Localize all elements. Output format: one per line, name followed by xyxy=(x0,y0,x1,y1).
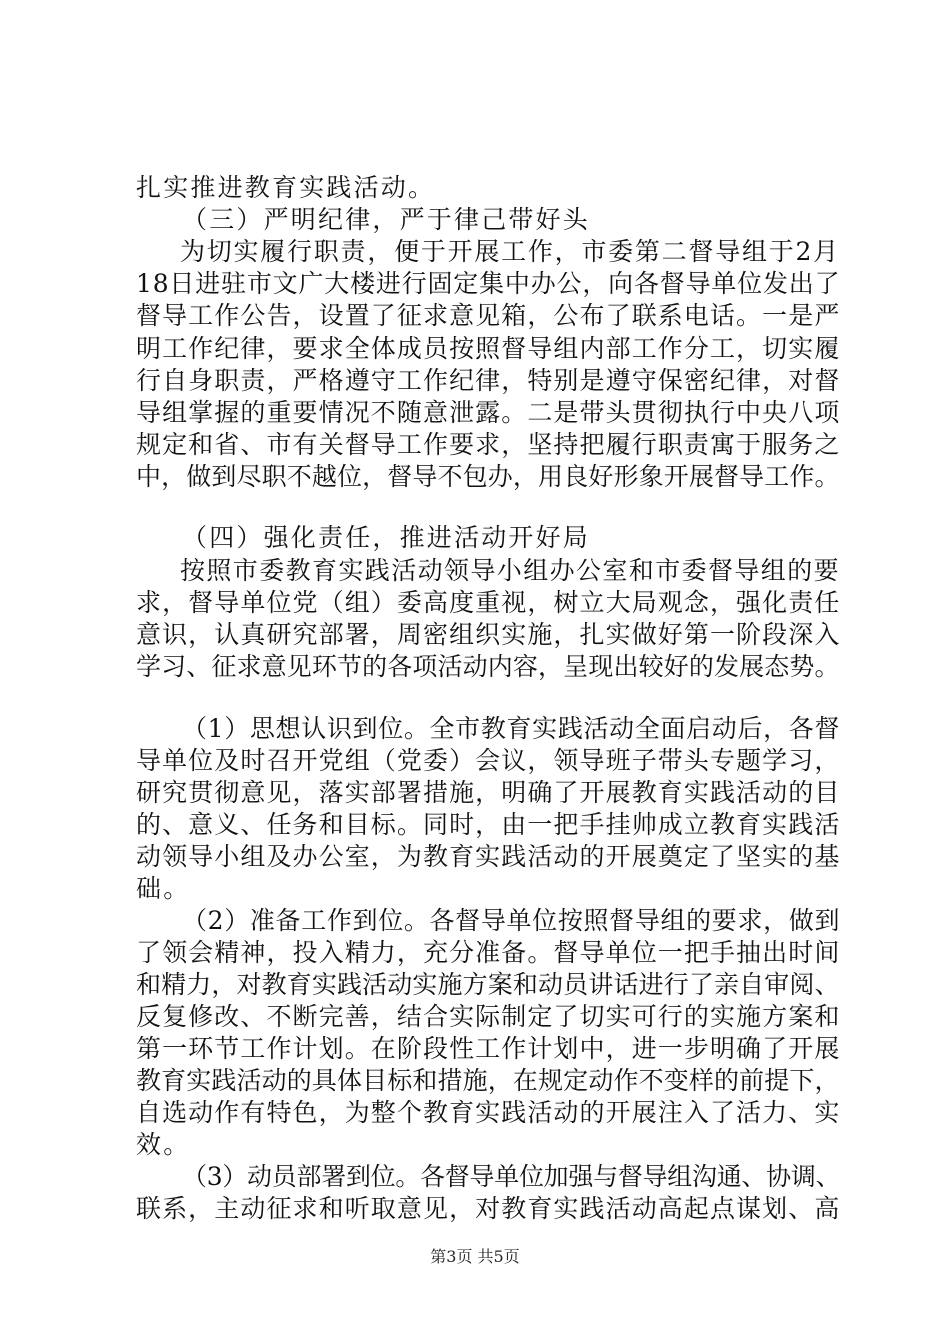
text-line: 中，做到尽职不越位，督导不包办，用良好形象开展督导工作。 xyxy=(136,462,840,491)
text-line: 扎实推进教育实践活动。 xyxy=(136,173,436,202)
text-line: 了领会精神，投入精力，充分准备。督导单位一把手抽出时间 xyxy=(136,938,841,967)
section-heading: （三）严明纪律，严于律己带好头 xyxy=(182,205,591,234)
page-number-footer: 第3页 共5页 xyxy=(430,1247,520,1266)
text-line: 自选动作有特色，为整个教育实践活动的开展注入了活力、实 xyxy=(136,1098,841,1127)
text-line: 教育实践活动的具体目标和措施，在规定动作不变样的前提下， xyxy=(136,1066,840,1095)
text-line: 意识，认真研究部署，周密组织实施，扎实做好第一阶段深入 xyxy=(136,620,841,649)
text-line: 的、意义、任务和目标。同时，由一把手挂帅成立教育实践活 xyxy=(136,810,841,839)
text-line: （1）思想认识到位。全市教育实践活动全面启动后，各督 xyxy=(182,714,841,743)
text-line: 按照市委教育实践活动领导小组办公室和市委督导组的要 xyxy=(180,556,841,585)
text-line: 反复修改、不断完善，结合实际制定了切实可行的实施方案和 xyxy=(136,1002,841,1031)
text-line: 求，督导单位党（组）委高度重视，树立大局观念，强化责任 xyxy=(136,588,841,617)
text-line: 规定和省、市有关督导工作要求，坚持把履行职责寓于服务之 xyxy=(136,430,841,459)
text-line: 础。 xyxy=(136,874,191,903)
text-line: 动领导小组及办公室，为教育实践活动的开展奠定了坚实的基 xyxy=(136,842,841,871)
text-line: 和精力，对教育实践活动实施方案和动员讲话进行了亲自审阅、 xyxy=(136,970,840,999)
text-line: 导单位及时召开党组（党委）会议，领导班子带头专题学习， xyxy=(136,746,841,775)
text-line: 效。 xyxy=(136,1130,191,1159)
text-line: 学习、征求意见环节的各项活动内容，呈现出较好的发展态势。 xyxy=(136,652,840,681)
text-line: （3）动员部署到位。各督导单位加强与督导组沟通、协调、 xyxy=(182,1162,841,1191)
text-line: 研究贯彻意见，落实部署措施，明确了开展教育实践活动的目 xyxy=(136,778,841,807)
text-line: 第一环节工作计划。在阶段性工作计划中，进一步明确了开展 xyxy=(136,1034,841,1063)
text-line: 18日进驻市文广大楼进行固定集中办公，向各督导单位发出了 xyxy=(136,269,841,298)
text-line: 为切实履行职责，便于开展工作，市委第二督导组于2月 xyxy=(180,237,840,266)
text-line: 行自身职责，严格遵守工作纪律，特别是遵守保密纪律，对督 xyxy=(136,366,841,395)
text-line: 导组掌握的重要情况不随意泄露。二是带头贯彻执行中央八项 xyxy=(136,398,841,427)
text-line: （2）准备工作到位。各督导单位按照督导组的要求，做到 xyxy=(182,906,841,935)
text-line: 联系，主动征求和听取意见，对教育实践活动高起点谋划、高 xyxy=(136,1194,841,1223)
text-line: 明工作纪律，要求全体成员按照督导组内部工作分工，切实履 xyxy=(136,334,841,363)
section-heading: （四）强化责任，推进活动开好局 xyxy=(182,523,591,552)
text-line: 督导工作公告，设置了征求意见箱，公布了联系电话。一是严 xyxy=(136,301,841,330)
